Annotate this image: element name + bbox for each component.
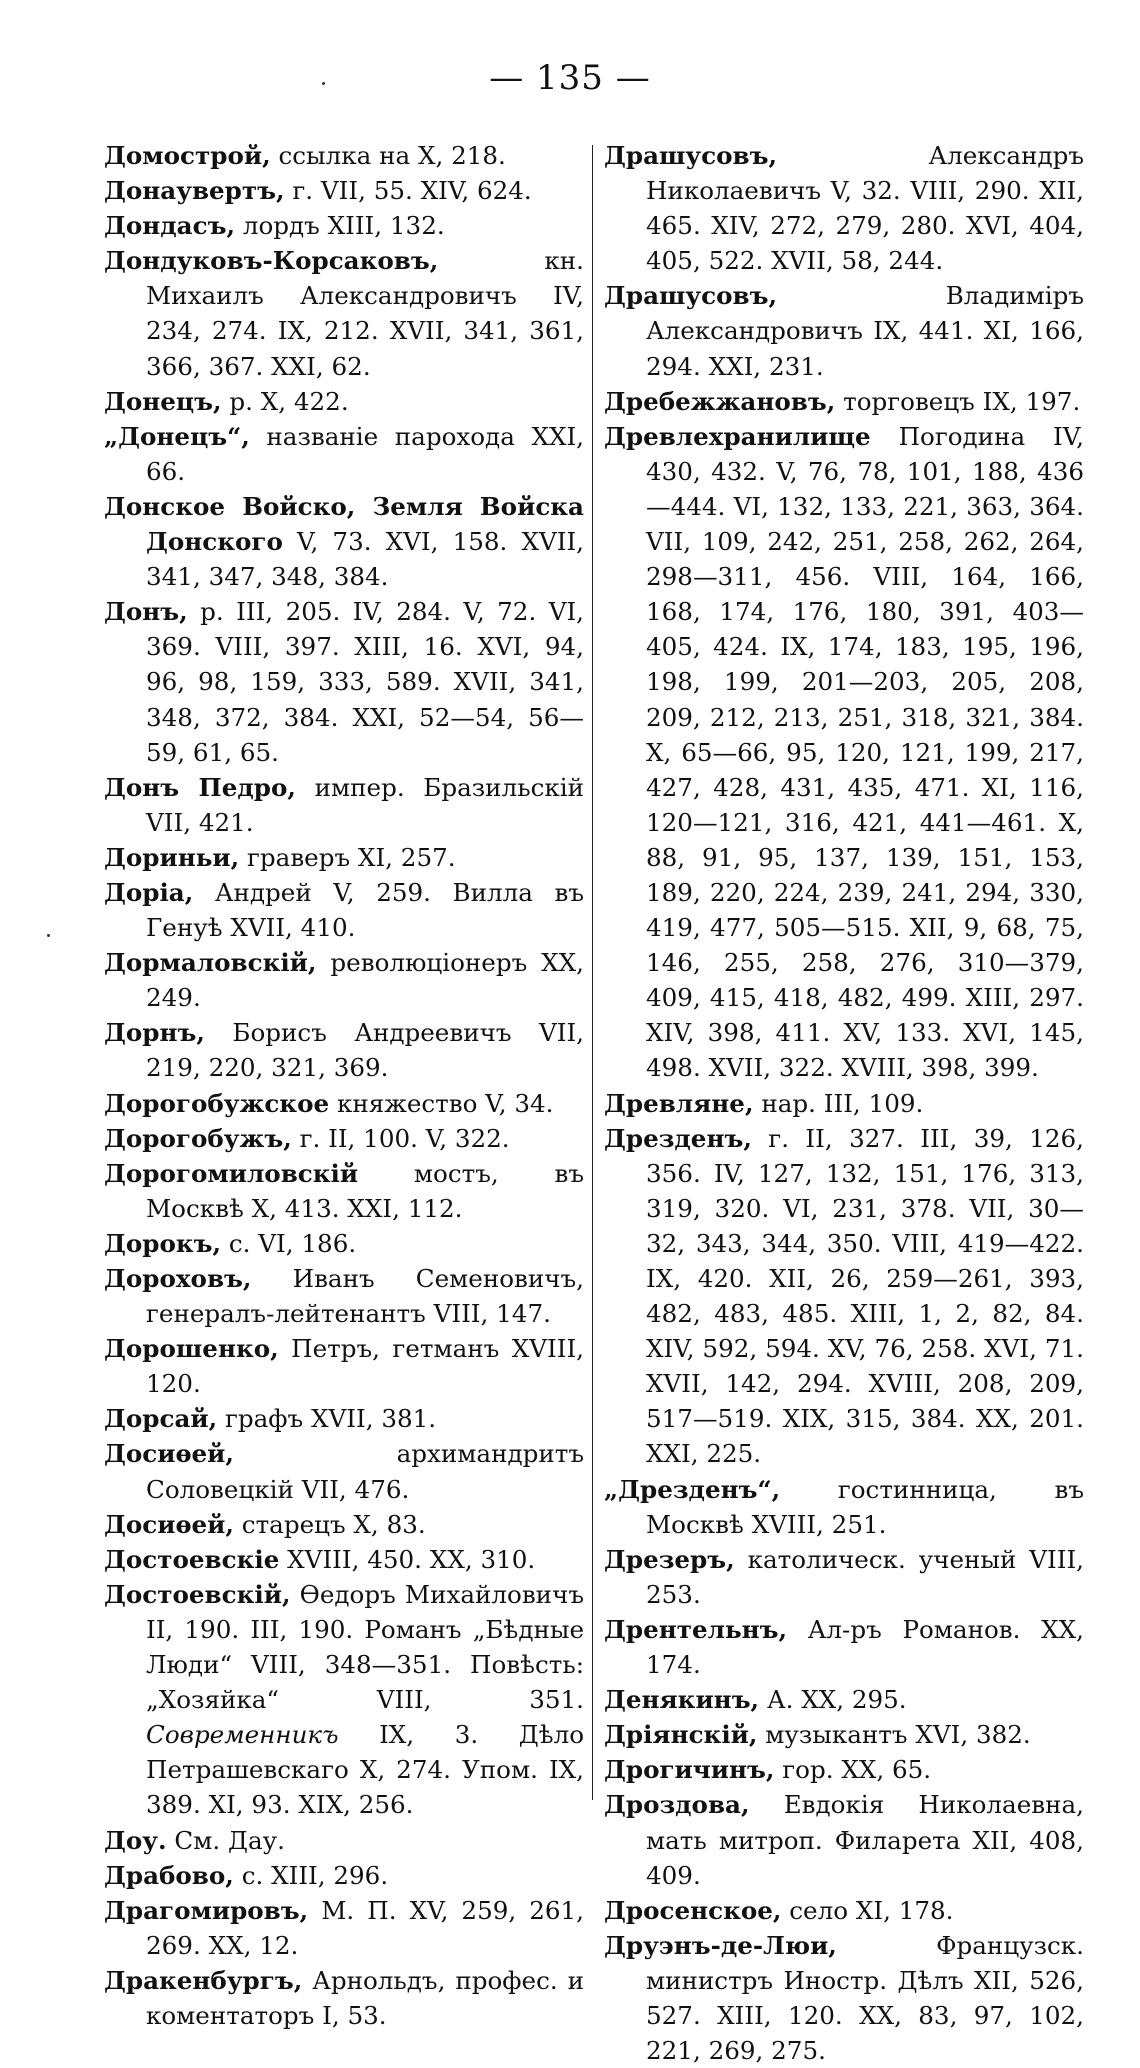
entry-references: музыкантъ XVI, 382. [757,1720,1031,1750]
index-entry [104,1086,584,1121]
entry-references: Погодина IV, 430, 432. V, 76, 78, 101, 188, 436—444. VI, 132, 133, 221, 363, 364. VII, 109, 242, 251, 258, 262, 264, 298—311, 456. VIII, 164, 166, 168, 174, 176, 180, 391, 403—405, 424. IX, 174, 183, 195, 196, 198, 199, 201—203, 205, 208, 209, 212, 213, 251, 318, 321, 384. X, 65—66, 95, 120, 121, 199, 217, 427, 428, 431, 435, 471. XI, 116, 120—121, 316, 421, 441—461. X, 88, 91, 95, 137, 139, 151, 153, 189, 220, 224, 239, 241, 294, 330, 419, 477, 505—515. XII, 9, 68, 75, 146, 255, 258, 276, 310—379, 409, 415, 418, 482, 499. XIII, 297. XIV, 398, 411. XV, 133. XVI, 145, 498. XVII, 322. XVIII, 398, 399. [646,421,1084,1083]
entry-heading: Доріа, [104,877,194,907]
entry-heading: Дориньи, [104,842,240,872]
index-entry [104,138,584,173]
index-entry [104,419,584,489]
entry-references: торговецъ IX, 197. [835,386,1081,416]
index-entry [104,840,584,875]
entry-heading: Древлехранилище [604,421,871,451]
entry-references: Французск. министръ Иностр. Дѣлъ XII, 526, 527. XIII, 120. XX, 83, 97, 102, 221, 269, 275. [646,1930,1084,2066]
entry-heading: Дрезеръ, [604,1544,735,1574]
entry-references: г. II, 100. V, 322. [291,1123,510,1153]
entry-references: мостъ, въ Москвѣ X, 413. XXI, 112. [146,1158,584,1223]
entry-references: католическ. ученый VIII, 253. [646,1544,1084,1609]
index-entry [104,1858,584,1893]
entry-references: Арнольдъ, профес. и коментаторъ I, 53. [146,1965,584,2030]
entry-references: нар. III, 109. [753,1088,924,1118]
index-entry [104,384,584,419]
entry-heading: „Дрезденъ“, [604,1474,781,1504]
index-entry [104,243,584,383]
index-entry [104,945,584,1015]
entry-heading: Дребежжановъ, [604,386,836,416]
index-entry [104,594,584,769]
entry-references: Евдокія Николаевна, мать митроп. Филарета XII, 408, 409. [646,1790,1084,1890]
entry-heading: Дорогобужъ, [104,1123,292,1153]
entry-heading: Дорнъ, [104,1018,205,1048]
entry-heading: Дорсай, [104,1404,218,1434]
entry-references: Иванъ Семеновичъ, генералъ-лейтенантъ VIII, 147. [146,1264,584,1329]
entry-references: архимандритъ Соловецкій VII, 476. [146,1439,584,1504]
entry-heading: Дріянскій, [604,1720,758,1750]
entry-italic-title: Современникъ [146,1720,339,1750]
entry-heading: Донецъ, [104,386,222,416]
entry-heading: Драшусовъ, [604,141,778,170]
entry-references: революціонеръ XX, 249. [146,948,584,1013]
entry-references: старецъ X, 83. [233,1509,426,1539]
entry-references: V, 73. XVI, 158. XVII, 341, 347, 348, 384. [146,527,584,592]
entry-references: княжество V, 34. [329,1088,554,1118]
entry-references-cont: IX, 3. Дѣло Петрашевскаго X, 274. Упом. IX, 389. XI, 93. XIX, 256. [146,1720,584,1820]
entry-heading: Дормаловскій, [104,948,317,978]
entry-heading: Дорокъ, [104,1228,222,1258]
entry-references: р. III, 205. IV, 284. V, 72. VI, 369. VIII, 397. XIII, 16. XVI, 94, 96, 98, 159, 333, 589. XVII, 341, 348, 372, 384. XXI, 52—54, 56—59, 61, 65. [146,597,584,767]
index-entry [104,1261,584,1331]
entry-references: Ѳедоръ Михайловичъ II, 190. III, 190. Романъ „Бѣдные Люди“ VIII, 348—351. Повѣсть: „Хозяйка“ VIII, 351. [146,1579,584,1715]
entry-heading: Дорогобужское [104,1088,330,1118]
entry-heading: Донъ, [104,597,188,627]
speck-mark [322,82,325,85]
entry-heading: Доу. [104,1825,167,1855]
index-entry [604,1928,1084,2068]
index-entry [604,1612,1084,1682]
entry-references: Петръ, гетманъ XVIII, 120. [146,1334,584,1399]
speck-mark [47,934,50,937]
entry-references: гостинница, въ Москвѣ XVIII, 251. [646,1474,1084,1539]
index-entry [104,1226,584,1261]
entry-heading: Дрогичинъ, [604,1755,775,1785]
entry-heading: Достоевскій, [104,1579,291,1609]
entry-heading: Досиѳей, [104,1439,234,1469]
entry-references: импер. Бразильскій VII, 421. [146,772,584,837]
index-entry [604,419,1084,1086]
left-column [104,138,584,2033]
index-entry [104,1436,584,1506]
entry-references: Андрей V, 259. Вилла въ Генуѣ XVII, 410. [146,877,584,943]
entry-heading: Древляне, [604,1088,754,1118]
entry-references: М. П. XV, 259, 261, 269. XX, 12. [146,1895,584,1960]
entry-heading: „Донецъ“, [104,421,250,451]
index-entry [104,1963,584,2033]
entry-heading: Донаувертъ, [104,176,285,206]
entry-references: Александръ Николаевичъ V, 32. VIII, 290. XII, 465. XIV, 272, 279, 280. XVI, 404, 405, 522. XVII, 58, 244. [646,141,1084,276]
column-divider [592,145,593,1800]
index-entry [104,1577,584,1823]
index-entry [604,1121,1084,1472]
entry-heading: Донское Войско, Земля Войска Донского [104,491,584,557]
entry-heading: Дорошенко, [104,1334,279,1364]
index-entry [104,1893,584,1963]
entry-references: XVIII, 450. XX, 310. [279,1544,536,1574]
entry-references: Владиміръ Александровичъ IX, 441. XI, 166, 294. XXI, 231. [646,281,1084,381]
entry-heading: Дросенское, [604,1895,782,1925]
index-entry [104,1015,584,1085]
index-entry [604,1472,1084,1542]
entry-references: графъ XVII, 381. [217,1404,437,1434]
entry-heading: Дороховъ, [104,1264,252,1293]
entry-references: Ал-ръ Романов. XX, 174. [646,1614,1084,1680]
index-entry [104,208,584,243]
index-entry [104,1156,584,1226]
right-column [604,138,1084,2068]
entry-references: село XI, 178. [781,1895,954,1925]
index-entry [104,1542,584,1577]
entry-references: А. XX, 295. [759,1685,907,1715]
entry-heading: Дрезденъ, [604,1123,752,1153]
entry-references: с. VI, 186. [221,1228,357,1258]
index-entry [604,278,1084,383]
index-entry [104,1401,584,1436]
entry-references: р. X, 422. [221,386,349,416]
index-entry [604,1752,1084,1787]
page-number: — 135 — [489,58,651,98]
entry-heading: Драшусовъ, [604,281,778,311]
entry-references: г. VII, 55. XIV, 624. [284,176,532,206]
index-entry [104,1823,584,1858]
index-entry [604,1717,1084,1752]
entry-heading: Денякинъ, [604,1685,760,1715]
entry-heading: Домострой, [104,141,271,170]
entry-references: г. II, 327. III, 39, 126, 356. IV, 127, 132, 151, 176, 313, 319, 320. VI, 231, 378. VII, 30—32, 343, 344, 350. VIII, 419—422. IX, 420. XII, 26, 259—261, 393, 482, 483, 485. XIII, 1, 2, 82, 84. XIV, 592, 594. XV, 76, 258. XVI, 71. XVII, 142, 294. XVIII, 208, 209, 517—519. XIX, 315, 384. XX, 201. XXI, 225. [646,1123,1084,1469]
entry-references: названіе парохода XXI, 66. [146,421,584,486]
index-entry [604,1682,1084,1717]
entry-heading: Донъ Педро, [104,772,296,802]
entry-references: Борисъ Андреевичъ VII, 219, 220, 321, 369. [146,1018,584,1083]
entry-references: См. Дау. [166,1825,285,1855]
index-entry [104,173,584,208]
entry-heading: Досиѳей, [104,1509,234,1539]
index-entry [604,1542,1084,1612]
entry-heading: Дорогомиловскій [104,1158,359,1188]
index-entry [604,1787,1084,1892]
entry-references: с. XIII, 296. [233,1860,389,1890]
entry-references: лордъ XIII, 132. [235,211,445,241]
entry-references: кн. Михаилъ Александровичъ IV, 234, 274. IX, 212. XVII, 341, 361, 366, 367. XXI, 62. [146,246,584,381]
entry-heading: Драбово, [104,1860,234,1890]
entry-heading: Друэнъ-де-Люи, [604,1930,837,1960]
entry-heading: Дроздова, [604,1790,750,1820]
entry-references: граверъ XI, 257. [239,842,456,872]
entry-heading: Достоевскіе [104,1544,280,1574]
entry-references: гор. XX, 65. [774,1755,932,1785]
index-entry [604,384,1084,419]
index-entry [104,1507,584,1542]
entry-references: ссылка на X, 218. [270,141,506,170]
index-entry [104,1121,584,1156]
index-entry [604,138,1084,278]
index-entry [104,875,584,945]
index-entry [104,1331,584,1401]
index-entry [604,1086,1084,1121]
index-entry [604,1893,1084,1928]
entry-heading: Дракенбургъ, [104,1965,303,1995]
entry-heading: Драгомировъ, [104,1895,309,1925]
entry-heading: Дрентельнъ, [604,1614,788,1644]
index-entry [104,489,584,594]
entry-heading: Дондасъ, [104,211,236,241]
index-entry [104,770,584,840]
entry-heading: Дондуковъ-Корсаковъ, [104,246,439,276]
